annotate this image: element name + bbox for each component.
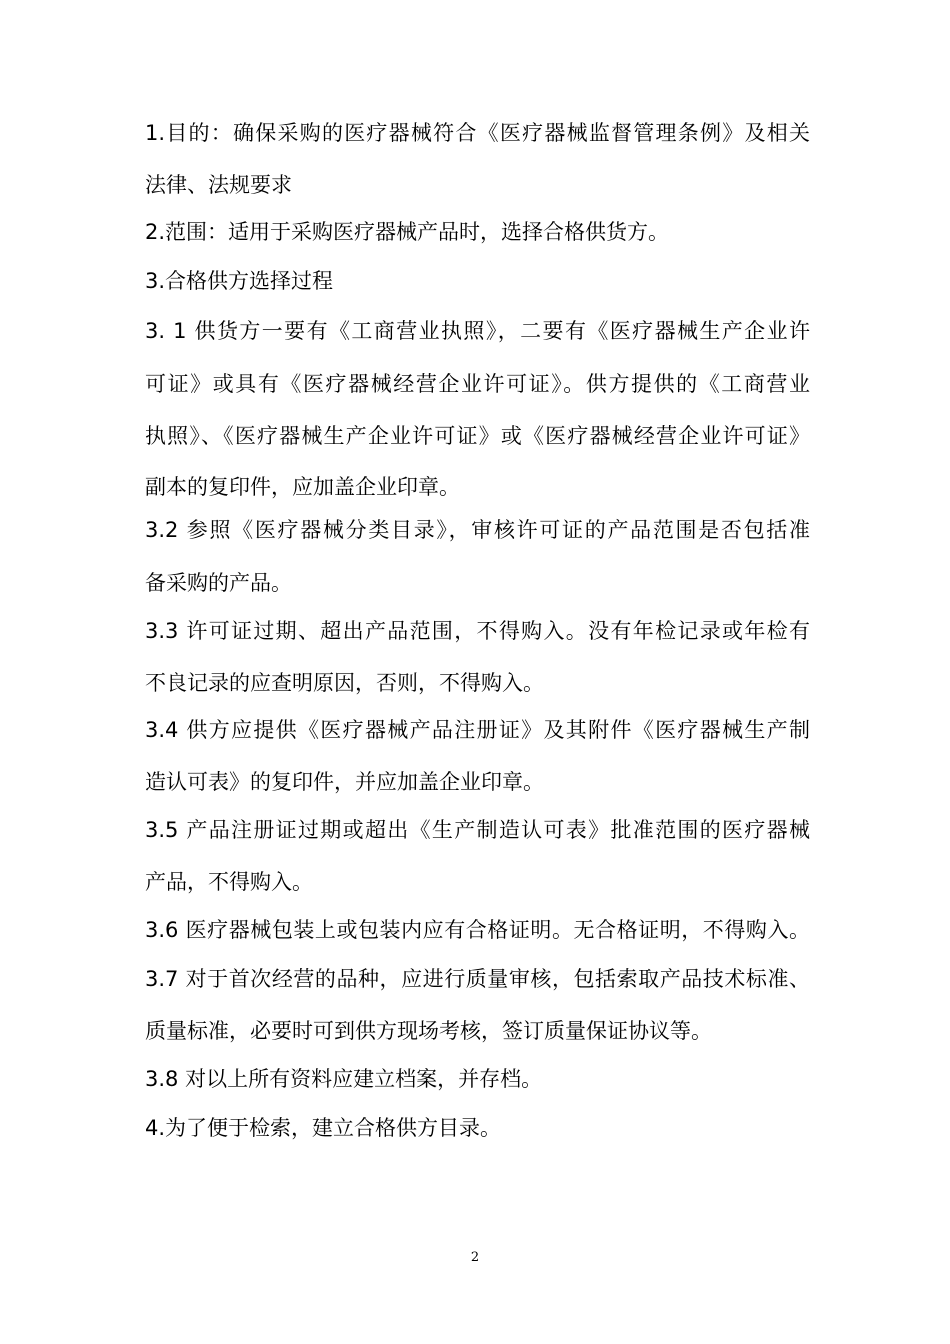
line-3-4-a: 3.4 供方应提供《医疗器械产品注册证》及其附件《医疗器械生产制 [145, 718, 810, 742]
line-3-1-c: 执照》、《医疗器械生产企业许可证》或《医疗器械经营企业许可证》 [145, 424, 810, 448]
line-3-2-a: 3.2 参照《医疗器械分类目录》，审核许可证的产品范围是否包括准 [145, 518, 810, 542]
line-scope: 2.范围：适用于采购医疗器械产品时，选择合格供货方。 [145, 220, 670, 244]
line-3-5-a: 3.5 产品注册证过期或超出《生产制造认可表》批准范围的医疗器械 [145, 818, 810, 842]
line-3-1-b: 可证》或具有《医疗器械经营企业许可证》。供方提供的《工商营业 [145, 372, 810, 396]
line-3-6: 3.6 医疗器械包装上或包装内应有合格证明。无合格证明，不得购入。 [145, 918, 810, 942]
line-3-3-a: 3.3 许可证过期、超出产品范围，不得购入。没有年检记录或年检有 [145, 619, 810, 643]
line-3-1-a: 3. 1 供货方一要有《工商营业执照》，二要有《医疗器械生产企业许 [145, 319, 810, 343]
line-3-7-a: 3.7 对于首次经营的品种，应进行质量审核，包括索取产品技术标准、 [145, 967, 810, 991]
line-3-8: 3.8 对以上所有资料应建立档案，并存档。 [145, 1067, 543, 1091]
line-purpose-2: 法律、法规要求 [145, 173, 292, 197]
line-3-3-b: 不良记录的应查明原因，否则，不得购入。 [145, 671, 544, 695]
line-3-1-d: 副本的复印件，应加盖企业印章。 [145, 475, 460, 499]
line-section-3-heading: 3.合格供方选择过程 [145, 269, 334, 293]
line-3-4-b: 造认可表》的复印件，并应加盖企业印章。 [145, 770, 544, 794]
line-3-5-b: 产品，不得购入。 [145, 870, 313, 894]
line-section-4: 4.为了便于检索，建立合格供方目录。 [145, 1116, 502, 1140]
line-3-7-b: 质量标准，必要时可到供方现场考核，签订质量保证协议等。 [145, 1019, 712, 1043]
line-purpose-1: 1.目的：确保采购的医疗器械符合《医疗器械监督管理条例》及相关 [145, 121, 810, 145]
line-3-2-b: 备采购的产品。 [145, 571, 292, 595]
page-number: 2 [470, 1250, 480, 1265]
